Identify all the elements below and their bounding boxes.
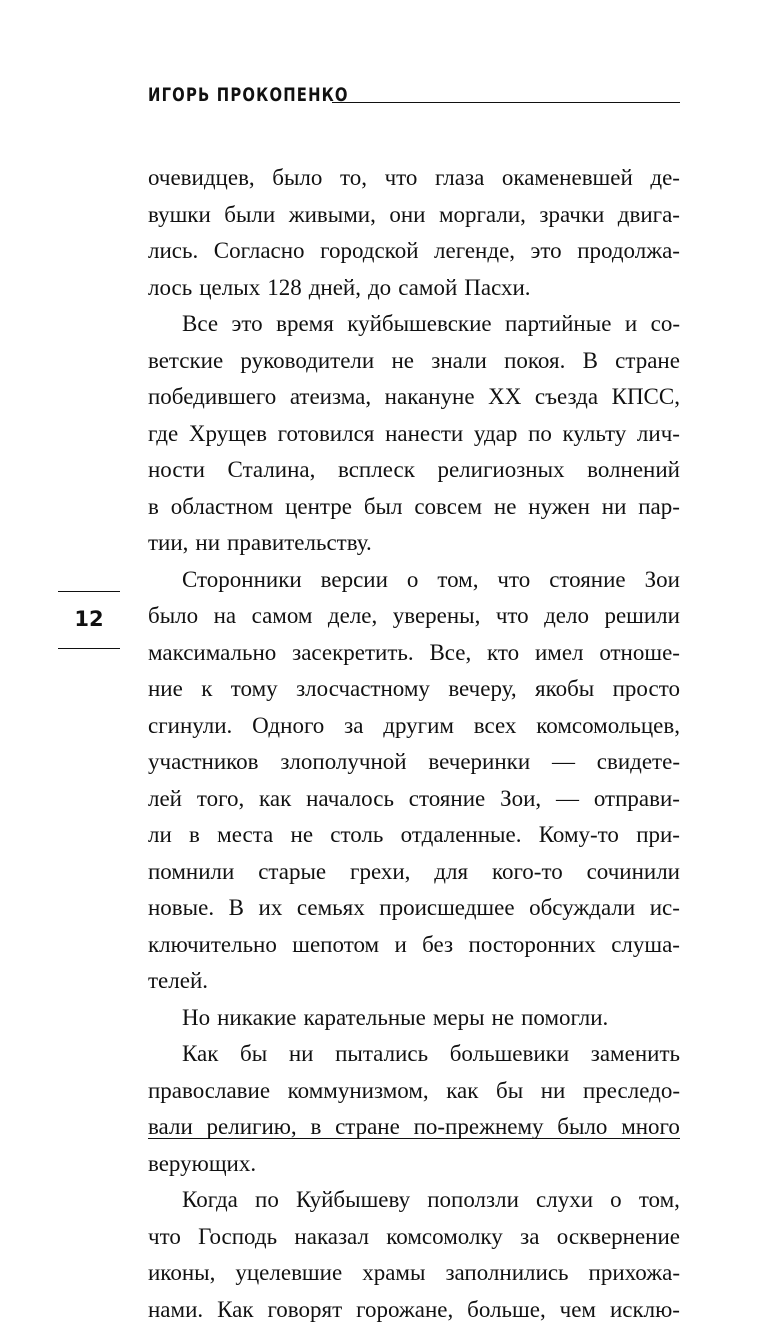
text-line: было на самом деле, уверены, что дело решили xyxy=(148,598,680,635)
text-line: Сторонники версии о том, что стояние Зои xyxy=(148,562,680,599)
text-line: сгинули. Одного за другим всех комсомольцев, xyxy=(148,708,680,745)
text-line: ключительно шепотом и без посторонних слуша- xyxy=(148,927,680,964)
running-head: ИГОРЬ ПРОКОПЕНКО xyxy=(148,84,349,106)
text-line: ли в места не столь отдаленные. Кому-то при- xyxy=(148,817,680,854)
page-number-rule-bottom xyxy=(58,648,120,649)
text-line: верующих. xyxy=(148,1146,680,1183)
text-line: тии, ни правительству. xyxy=(148,525,680,562)
text-line: нами. Как говорят горожане, больше, чем исклю- xyxy=(148,1292,680,1328)
header-rule xyxy=(332,102,680,103)
text-line: Как бы ни пытались большевики заменить xyxy=(148,1036,680,1073)
page-number: 12 xyxy=(58,606,120,632)
text-line: что Господь наказал комсомолку за осквернение xyxy=(148,1219,680,1256)
text-line: новые. В их семьях происшедшее обсуждали ис- xyxy=(148,890,680,927)
text-line: лись. Согласно городской легенде, это продолжа- xyxy=(148,233,680,270)
text-line: в областном центре был совсем не нужен ни пар- xyxy=(148,489,680,526)
text-line: Но никакие карательные меры не помогли. xyxy=(148,1000,680,1037)
text-line: иконы, уцелевшие храмы заполнились прихожа- xyxy=(148,1255,680,1292)
text-line: Когда по Куйбышеву поползли слухи о том, xyxy=(148,1182,680,1219)
text-line: ности Сталина, всплеск религиозных волнений xyxy=(148,452,680,489)
text-line: ние к тому злосчастному вечеру, якобы просто xyxy=(148,671,680,708)
page-number-rule-top xyxy=(58,591,120,592)
text-line: телей. xyxy=(148,963,680,1000)
text-line: православие коммунизмом, как бы ни преследо- xyxy=(148,1073,680,1110)
text-line: вушки были живыми, они моргали, зрачки двига- xyxy=(148,197,680,234)
text-line: победившего атеизма, накануне XX съезда КПСС, xyxy=(148,379,680,416)
text-line: где Хрущев готовился нанести удар по культу лич- xyxy=(148,416,680,453)
text-line: лей того, как началось стояние Зои, — отправи- xyxy=(148,781,680,818)
text-line: очевидцев, было то, что глаза окаменевшей де- xyxy=(148,160,680,197)
text-line: помнили старые грехи, для кого-то сочинили xyxy=(148,854,680,891)
body-text xyxy=(148,160,680,1328)
text-line: вали религию, в стране по-прежнему было много xyxy=(148,1109,680,1146)
text-line: Все это время куйбышевские партийные и со- xyxy=(148,306,680,343)
text-line: ветские руководители не знали покоя. В стране xyxy=(148,343,680,380)
footer-rule xyxy=(148,1138,680,1139)
text-line: максимально засекретить. Все, кто имел отноше- xyxy=(148,635,680,672)
text-line: лось целых 128 дней, до самой Пасхи. xyxy=(148,270,680,307)
text-line: участников злополучной вечеринки — свидете- xyxy=(148,744,680,781)
